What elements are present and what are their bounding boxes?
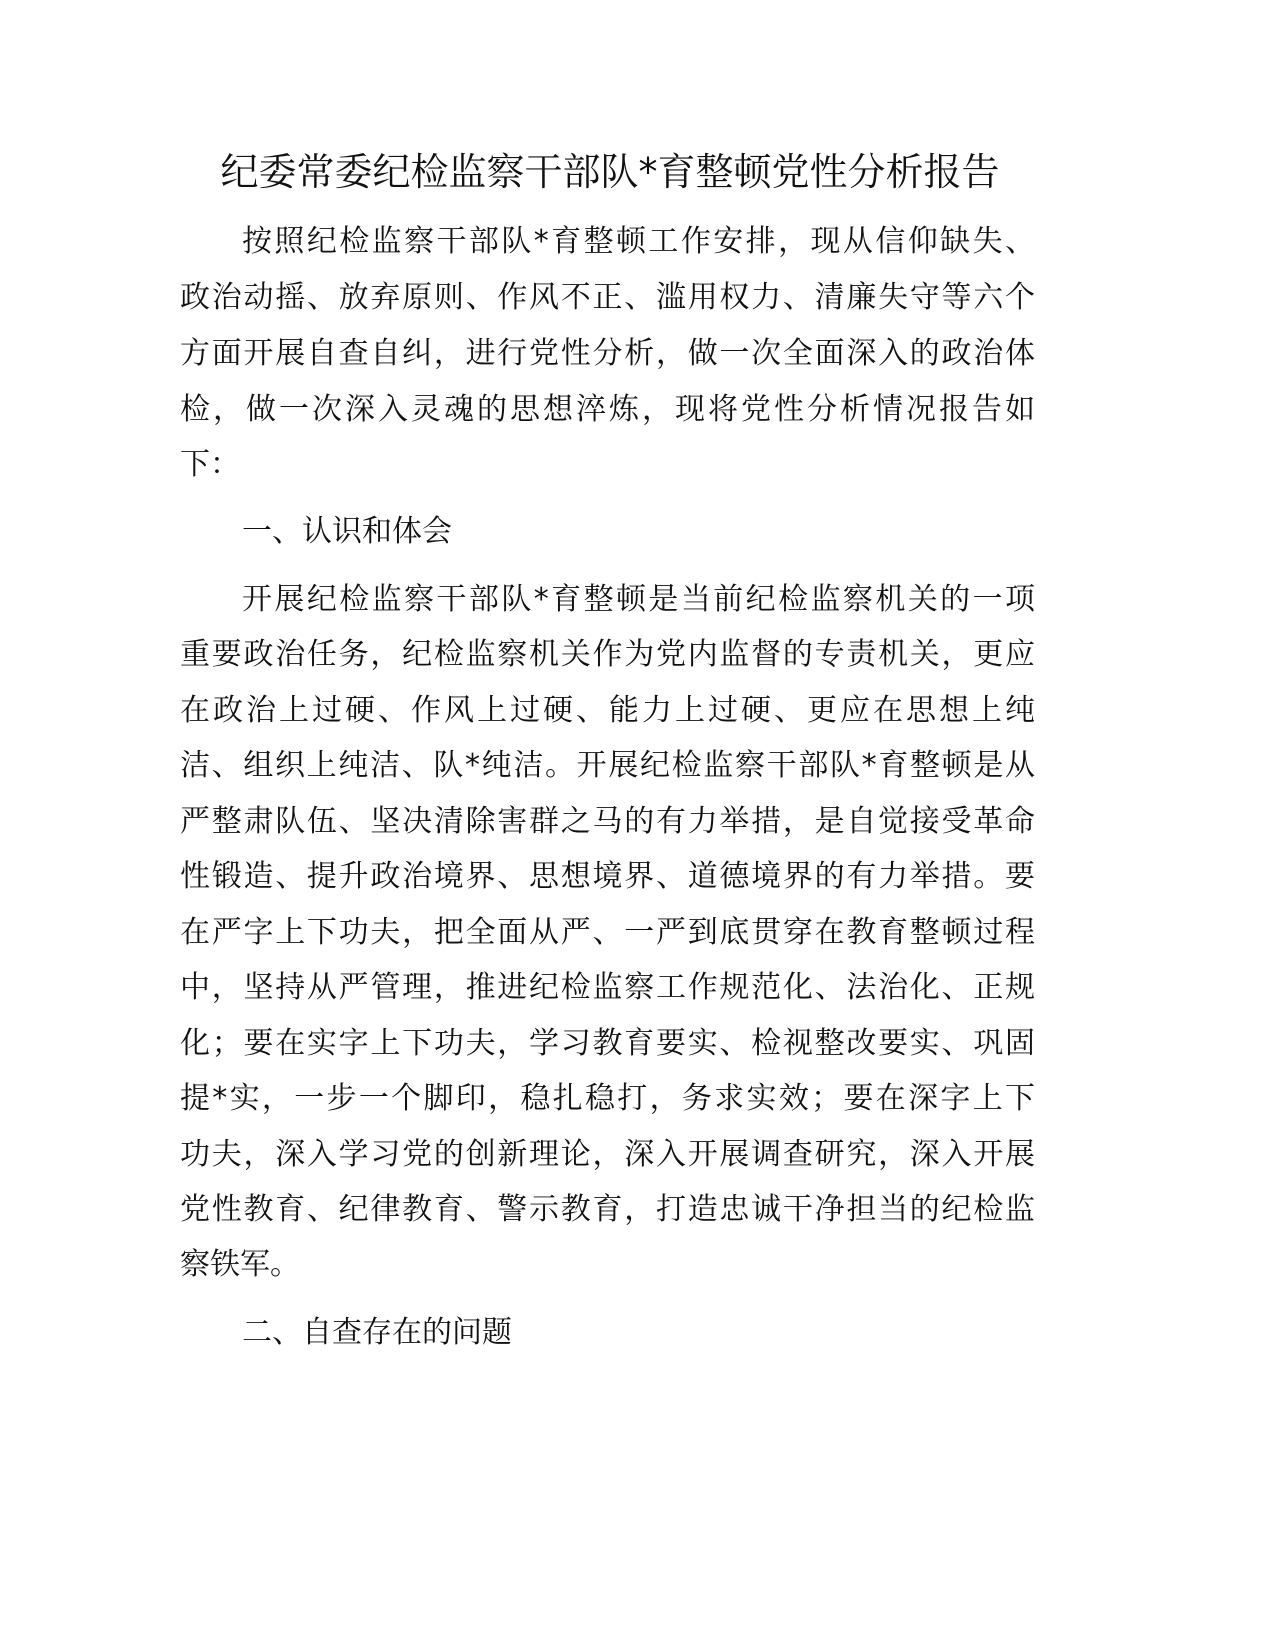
paragraph-line: 按照纪检监察干部队*育整顿工作安排，现从信仰缺失、 bbox=[242, 224, 1035, 259]
paragraph-line: 严整肃队伍、坚决清除害群之马的有力举措，是自觉接受革命 bbox=[180, 804, 1035, 839]
paragraph-line: 下： bbox=[180, 447, 240, 482]
paragraph-line: 方面开展自查自纠，进行党性分析，做一次全面深入的政治体 bbox=[180, 336, 1035, 371]
paragraph-line: 提*实，一步一个脚印，稳扎稳打，务求实效；要在深字上下 bbox=[180, 1081, 1035, 1116]
paragraph-line: 在政治上过硬、作风上过硬、能力上过硬、更应在思想上纯 bbox=[180, 693, 1035, 728]
paragraph-line: 检，做一次深入灵魂的思想淬炼，现将党性分析情况报告如 bbox=[180, 392, 1035, 427]
section-heading-1: 一、认识和体会 bbox=[242, 514, 452, 549]
paragraph-line: 重要政治任务，纪检监察机关作为党内监督的专责机关，更应 bbox=[180, 637, 1035, 672]
paragraph-line: 功夫，深入学习党的创新理论，深入开展调查研究，深入开展 bbox=[180, 1137, 1035, 1172]
paragraph-line: 在严字上下功夫，把全面从严、一严到底贯穿在教育整顿过程 bbox=[180, 915, 1035, 950]
paragraph-line: 党性教育、纪律教育、警示教育，打造忠诚干净担当的纪检监 bbox=[180, 1192, 1035, 1227]
paragraph-line: 察铁军。 bbox=[180, 1247, 300, 1282]
paragraph-line: 政治动摇、放弃原则、作风不正、滥用权力、清廉失守等六个 bbox=[180, 280, 1035, 315]
paragraph-line: 中，坚持从严管理，推进纪检监察工作规范化、法治化、正规 bbox=[180, 970, 1035, 1005]
paragraph-line: 性锻造、提升政治境界、思想境界、道德境界的有力举措。要 bbox=[180, 859, 1035, 894]
paragraph-line: 化；要在实字上下功夫，学习教育要实、检视整改要实、巩固 bbox=[180, 1026, 1035, 1061]
paragraph-line: 洁、组织上纯洁、队*纯洁。开展纪检监察干部队*育整顿是从 bbox=[180, 748, 1035, 783]
document-title: 纪委常委纪检监察干部队*育整顿党性分析报告 bbox=[220, 150, 1000, 194]
paragraph-line: 开展纪检监察干部队*育整顿是当前纪检监察机关的一项 bbox=[242, 582, 1035, 617]
section-heading-2: 二、自查存在的问题 bbox=[242, 1315, 512, 1350]
